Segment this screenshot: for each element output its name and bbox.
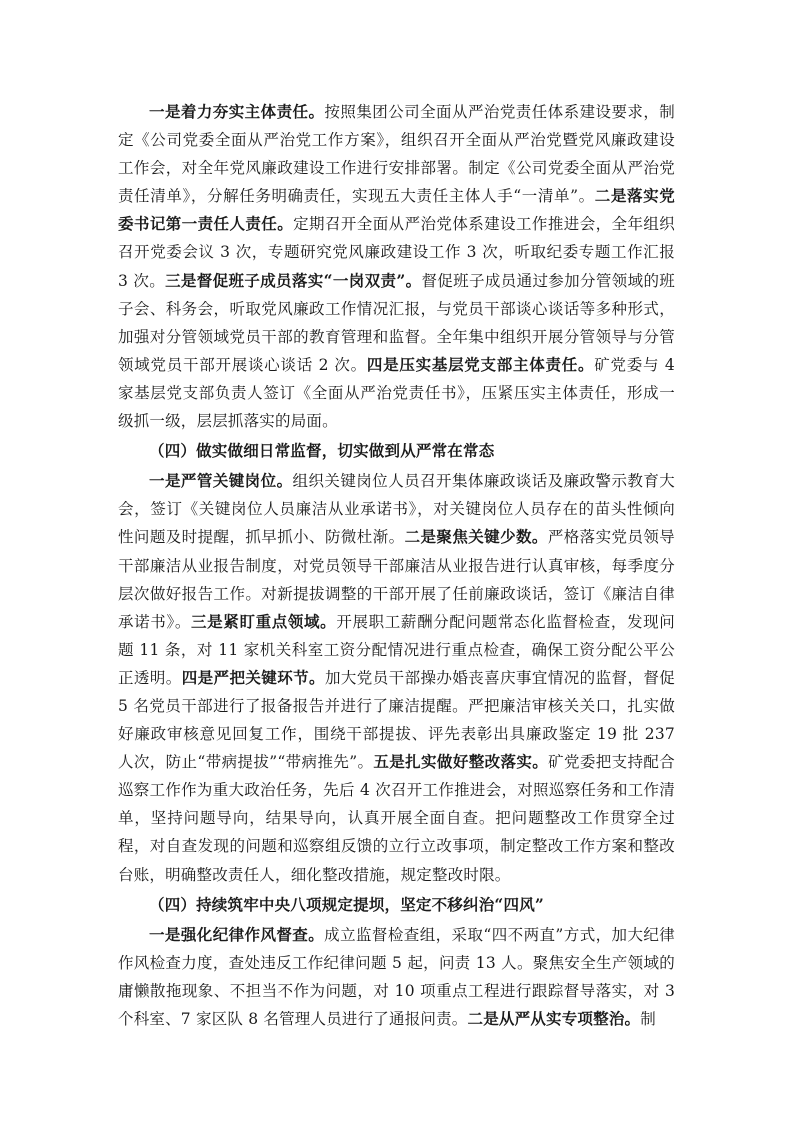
section-heading-daily-supervision: （四）做实做细日常监督，切实做到从严常在常态 [149, 441, 495, 461]
bold-lead: 一是着力夯实主体责任。 [149, 102, 325, 121]
body-text: 按照集团公司全面从严治党责任体系建设要求，制定《公司党委全面从严治党工作方案》，组织召开全面从严治党暨党风廉政建设工作会，对全年党风廉政建设工作进行安排部署。制定《公司党委全面从严治党责任清单》，分解任务明确责任，实现五大责任主体人手“一清单”。 [118, 103, 676, 206]
paragraph-daily-supervision [118, 467, 675, 888]
body-text: 矿党委把支持配合巡察工作作为重大政治任务，先后 4 次召开工作推进会，对照巡察任务和工作清单，坚持问题导向，结果导向，认真开展全面自查。把问题整改工作贯穿全过程，对自查发现的问题和巡察组反馈的立行立改事项，制定整改工作方案和整改台账，明确整改责任人，细化整改措施，规定整改时限。 [118, 753, 676, 884]
bold-lead: 三是紧盯重点领域。 [191, 611, 337, 631]
bold-lead: 五是扎实做好整改落实。 [373, 752, 549, 772]
bold-lead: 二是落实党委书记第一责任人责任。 [118, 186, 675, 234]
bold-lead: 四是严把关键环节。 [181, 667, 325, 687]
body-text: 矿党委与 4 家基层党支部负责人签订《全面从严治党责任书》，压紧压实主体责任，形成一级抓一级，层层抓落实的局面。 [118, 355, 675, 431]
bold-lead: 三是督促班子成员落实“一岗双责”。 [165, 270, 422, 290]
paragraph-eight-rules [118, 921, 675, 1033]
body-text: 加大党员干部操办婚丧喜庆事宜情况的监督，督促 5 名党员干部进行了报备报告并进行了廉洁提醒。严把廉洁审核关关口，扎实做好廉政审核意见回复工作，围绕干部提拔、评先表彰出具廉政鉴定 19 批 237 人次，防止“带病提拔”“带病推先”。 [118, 668, 675, 772]
body-text: 严格落实党员领导干部廉洁从业报告制度，对党员领导干部廉洁从业报告进行认真审核，每季度分层次做好报告工作。对新提拔调整的干部开展了任前廉政谈话，签订《廉洁自律承诺书》。 [118, 528, 675, 631]
body-text: 成立监督检查组，采取“四不两直”方式，加大纪律作风检查力度，查处违反工作纪律问题 5 起，问责 13 人。聚焦安全生产领域的庸懒散拖现象、不担当不作为问题，对 10 项重点工程进行跟踪督导落实，对 3 个科室、7 家区队 8 名管理人员进行了通报问责。 [118, 925, 676, 1028]
paragraph-main-responsibility [118, 98, 675, 435]
body-text: 开展职工薪酬分配问题常态化监督检查，发现问题 11 条，对 11 家机关科室工资分配情况进行重点检查，确保工资分配公平公正透明。 [118, 612, 675, 687]
body-text: 督促班子成员通过参加分管领域的班子会、科务会，听取党风廉政工作情况汇报，与党员干部谈心谈话等多种形式，加强对分管领域党员干部的教育管理和监督。全年集中组织开展分管领导与分管领域党员干部开展谈心谈话 2 次。 [118, 271, 675, 374]
bold-lead: 二是聚焦关键少数。 [404, 527, 548, 547]
bold-lead: 一是强化纪律作风督查。 [149, 924, 325, 944]
bold-lead: 一是严管关键岗位。 [149, 471, 293, 491]
section-heading-eight-rules: （四）持续筑牢中央八项规定提坝，坚定不移纠治“四风” [149, 894, 545, 914]
body-text: 组织关键岗位人员召开集体廉政谈话及廉政警示教育大会，签订《关键岗位人员廉洁从业承诺书》，对关键岗位人员存在的苗头性倾向性问题及时提醒，抓早抓小、防微杜渐。 [118, 472, 675, 547]
body-text: 定期召开全面从严治党体系建设工作推进会，全年组织召开党委会议 3 次，专题研究党风廉政建设工作 3 次，听取纪委专题工作汇报 3 次。 [118, 215, 675, 290]
bold-lead: 四是压实基层党支部主体责任。 [366, 354, 595, 374]
body-text: 制 [640, 1010, 656, 1028]
bold-lead: 二是从严从实专项整治。 [467, 1009, 641, 1028]
document-body [118, 98, 675, 1033]
